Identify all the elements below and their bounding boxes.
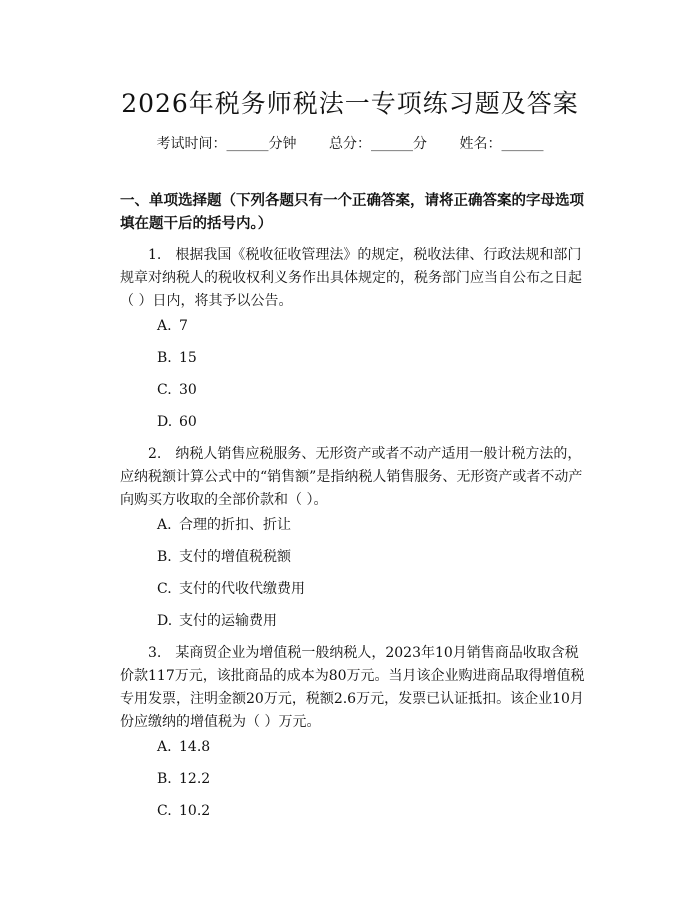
option-letter: C. bbox=[157, 382, 172, 398]
page-title: 2026年税务师税法一专项练习题及答案 bbox=[121, 89, 579, 118]
option-text: 支付的代收代缴费用 bbox=[179, 581, 305, 597]
option-text: 支付的增值税税额 bbox=[179, 549, 291, 565]
option-text: 合理的折扣、折让 bbox=[179, 517, 291, 533]
option-text: 12.2 bbox=[179, 771, 211, 787]
question-1-option-a bbox=[157, 316, 188, 336]
exam-time: 考试时间：______分钟 bbox=[156, 136, 297, 152]
option-text: 14.8 bbox=[179, 739, 211, 755]
option-text: 10.2 bbox=[179, 803, 211, 819]
exam-info bbox=[0, 133, 700, 153]
option-letter: A. bbox=[157, 739, 172, 755]
question-2: 2. 纳税人销售应税服务、无形资产或者不动产适用一般计税方法的，应纳税额计算公式中的“销售额”是指纳税人销售服务、无形资产或者不动产向购买方收取的全部价款和（ ）。 bbox=[120, 446, 583, 508]
question-1-option-b bbox=[157, 348, 197, 368]
option-text: 60 bbox=[179, 414, 197, 430]
option-letter: A. bbox=[157, 318, 172, 334]
option-letter: D. bbox=[157, 414, 173, 430]
option-letter: A. bbox=[157, 517, 172, 533]
question-1-option-d bbox=[157, 412, 197, 432]
student-name: 姓名：______ bbox=[459, 136, 544, 152]
option-letter: D. bbox=[157, 613, 173, 629]
question-2-option-c bbox=[157, 579, 305, 599]
total-score: 总分：______分 bbox=[329, 136, 427, 152]
question-2-option-d bbox=[157, 611, 277, 631]
option-letter: C. bbox=[157, 581, 172, 597]
question-3: 3. 某商贸企业为增值税一般纳税人，2023年10月销售商品收取含税价款117万元，该批商品的成本为80万元。当月该企业购进商品取得增值税专用发票，注明金额20万元，税额2.6万元，发票已认证抵扣。该企业10月份应缴纳的增值税为（ ）万元。 bbox=[120, 645, 585, 730]
option-letter: C. bbox=[157, 803, 172, 819]
section-heading: 一、单项选择题（下列各题只有一个正确答案，请将正确答案的字母选项填在题干后的括号内。） bbox=[120, 193, 584, 232]
option-letter: B. bbox=[157, 549, 172, 565]
question-1-option-c bbox=[157, 380, 197, 400]
option-letter: B. bbox=[157, 771, 172, 787]
question-3-option-c bbox=[157, 801, 210, 821]
option-text: 30 bbox=[179, 382, 197, 398]
option-text: 7 bbox=[179, 318, 188, 334]
question-1: 1. 根据我国《税收征收管理法》的规定，税收法律、行政法规和部门规章对纳税人的税收权利义务作出具体规定的，税务部门应当自公布之日起（ ）日内，将其予以公告。 bbox=[120, 247, 582, 309]
question-2-option-a bbox=[157, 515, 291, 535]
option-letter: B. bbox=[157, 350, 172, 366]
option-text: 支付的运输费用 bbox=[179, 613, 277, 629]
option-text: 15 bbox=[179, 350, 197, 366]
question-3-option-a bbox=[157, 737, 210, 757]
question-2-option-b bbox=[157, 547, 291, 567]
question-3-option-b bbox=[157, 769, 210, 789]
